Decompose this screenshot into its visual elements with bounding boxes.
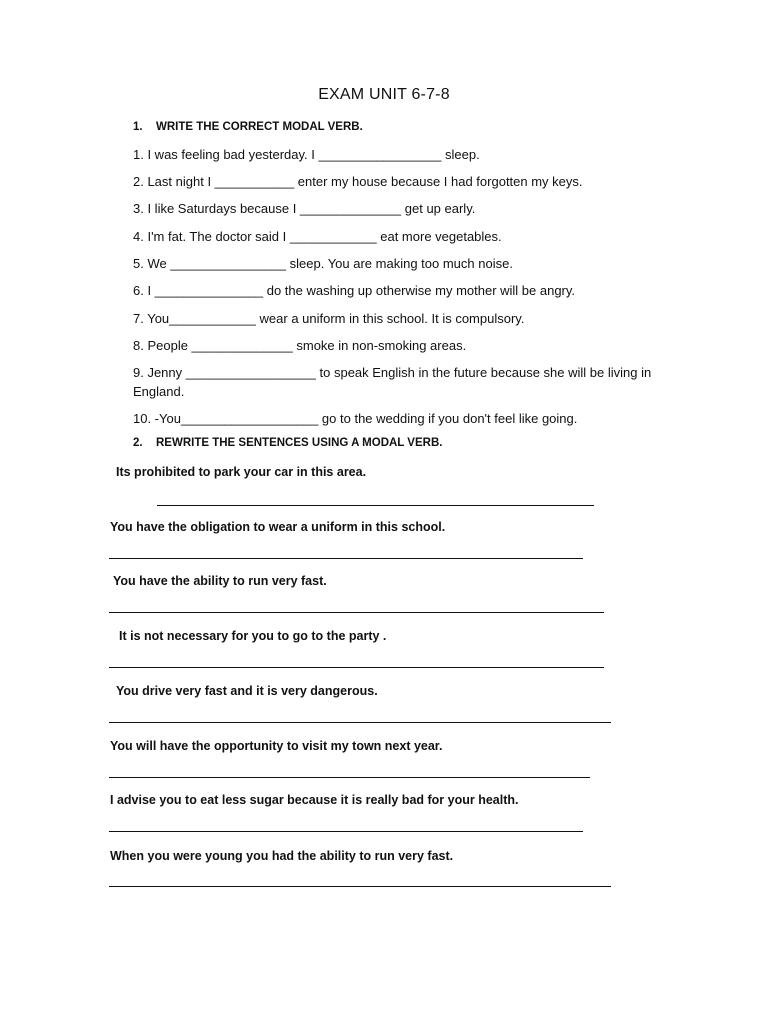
page-title: EXAM UNIT 6-7-8 [318,86,450,103]
section-2-number: 2. [133,437,143,449]
section-1-number: 1. [133,121,143,133]
exercise-item-4: 4. I'm fat. The doctor said I ____________ eat more vegetables. [133,229,502,244]
exercise-item-7: 7. You____________ wear a uniform in this school. It is compulsory. [133,311,525,326]
rewrite-prompt-4: It is not necessary for you to go to the party . [119,629,387,643]
rewrite-prompt-8: When you were young you had the ability to run very fast. [110,849,454,863]
answer-line-8 [109,886,611,887]
exercise-item-3: 3. I like Saturdays because I ______________ get up early. [133,201,476,216]
section-1-heading [133,121,363,133]
exercise-item-10: 10. -You___________________ go to the wedding if you don't feel like going. [133,411,578,426]
rewrite-prompt-2: You have the obligation to wear a uniform in this school. [110,520,446,534]
answer-line-7 [109,831,583,832]
rewrite-prompt-5: You drive very fast and it is very dangerous. [116,684,378,698]
answer-line-6 [109,777,590,778]
rewrite-prompt-3: You have the ability to run very fast. [113,574,327,588]
exercise-item-2: 2. Last night I ___________ enter my house because I had forgotten my keys. [133,174,583,189]
rewrite-prompt-1: Its prohibited to park your car in this area. [116,465,367,479]
answer-line-1 [157,505,594,506]
section-2-heading [133,437,442,449]
section-1-heading-text: WRITE THE CORRECT MODAL VERB. [156,121,363,133]
exercise-item-6: 6. I _______________ do the washing up otherwise my mother will be angry. [133,283,576,298]
answer-line-3 [109,612,604,613]
exercise-item-8: 8. People ______________ smoke in non-smoking areas. [133,338,467,353]
exercise-item-1: 1. I was feeling bad yesterday. I _________________ sleep. [133,147,480,162]
exercise-item-9: 9. Jenny __________________ to speak English in the future because she will be living in England. [133,365,652,399]
answer-line-5 [109,722,611,723]
section-2-heading-text: REWRITE THE SENTENCES USING A MODAL VERB. [156,437,443,449]
exercise-item-5: 5. We ________________ sleep. You are making too much noise. [133,256,513,271]
rewrite-prompt-7: I advise you to eat less sugar because it is really bad for your health. [110,793,519,807]
answer-line-4 [109,667,604,668]
rewrite-prompt-6: You will have the opportunity to visit my town next year. [110,739,443,753]
answer-line-2 [109,558,583,559]
